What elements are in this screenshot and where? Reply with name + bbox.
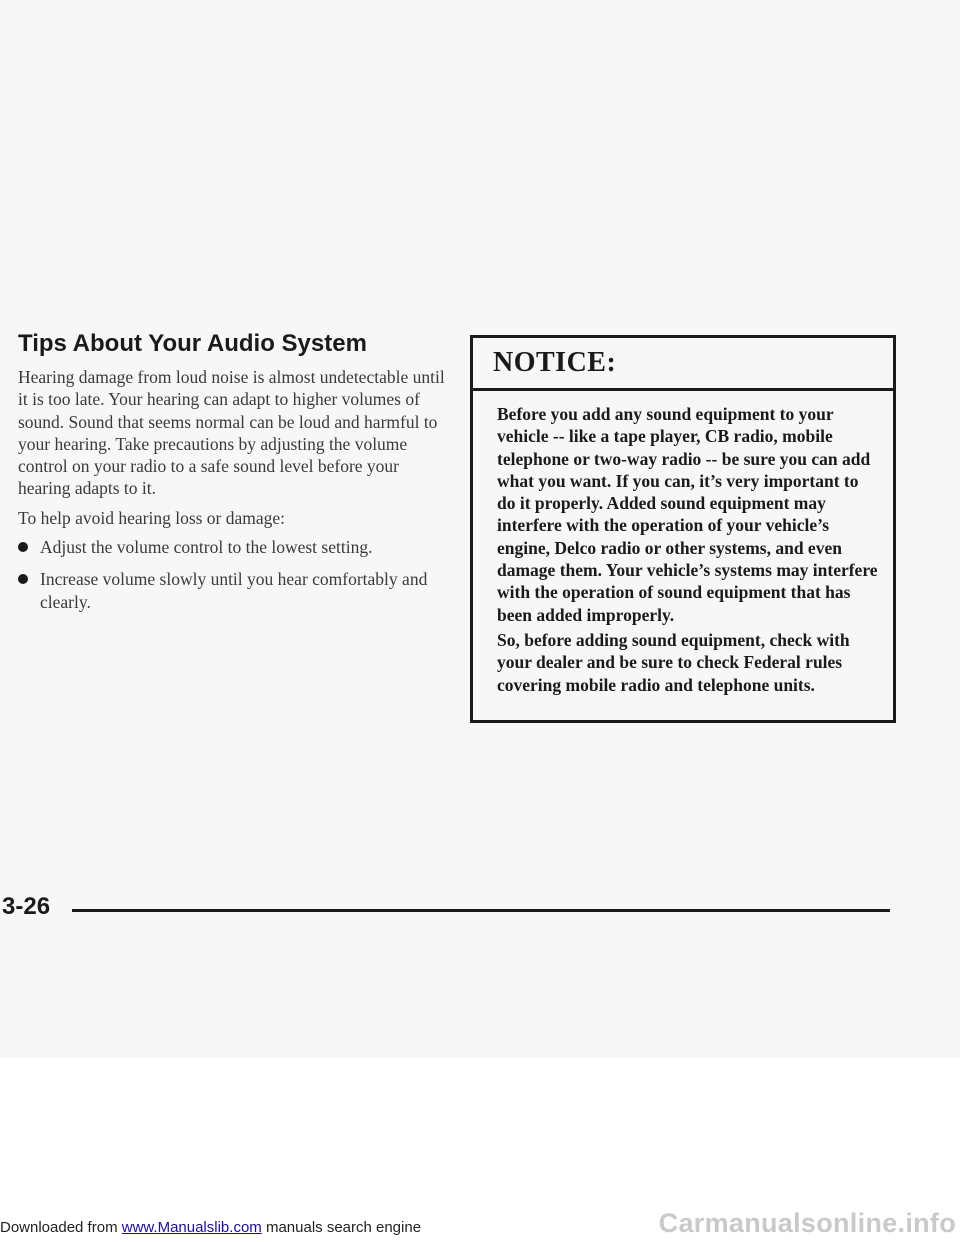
notice-body: [473, 391, 893, 696]
notice-paragraph: So, before adding sound equipment, check with your dealer and be sure to check Federal rules covering mobile radio and telephone units.: [497, 629, 850, 695]
section-body: [18, 366, 450, 623]
lead-in-paragraph: To help avoid hearing loss or damage:: [18, 507, 286, 528]
source-prefix: Downloaded from: [0, 1219, 122, 1236]
bullet-icon: [18, 542, 28, 552]
footer-rule: [72, 909, 890, 912]
bullet-item: [18, 568, 450, 613]
bullet-icon: [18, 574, 28, 584]
section-title: Tips About Your Audio System: [18, 330, 367, 357]
source-suffix: manuals search engine: [261, 1219, 422, 1236]
notice-header: [473, 338, 893, 391]
watermark-logo: Carmanualsonline.info: [658, 1208, 956, 1238]
notice-box: [470, 335, 896, 723]
notice-title: NOTICE:: [493, 347, 617, 378]
source-attribution: [0, 1219, 421, 1236]
bullet-text: Increase volume slowly until you hear comfortably and clearly.: [40, 569, 428, 612]
page-number: 3-26: [2, 893, 51, 920]
intro-paragraph: Hearing damage from loud noise is almost undetectable until it is too late. Your hearing can adapt to higher volumes of sound. Sound that seems normal can be loud and harmful to your hearing. Take precautions by adjusting the volume control on your radio to a safe sound level before your hearing adapts to it.: [18, 367, 445, 499]
bullet-item: [18, 536, 450, 558]
bullet-text: Adjust the volume control to the lowest setting.: [40, 537, 373, 558]
manualslib-link[interactable]: www.Manualslib.com: [121, 1219, 262, 1236]
notice-paragraph: Before you add any sound equipment to your vehicle -- like a tape player, CB radio, mobile telephone or two-way radio -- be sure you can add what you want. If you can, it’s very important to do it properly. Added sound equipment may interfere with the operation of your vehicle’s engine, Delco radio or other systems, and even damage them. Your vehicle’s systems may interfere with the operation of sound equipment that has been added improperly.: [497, 404, 878, 625]
